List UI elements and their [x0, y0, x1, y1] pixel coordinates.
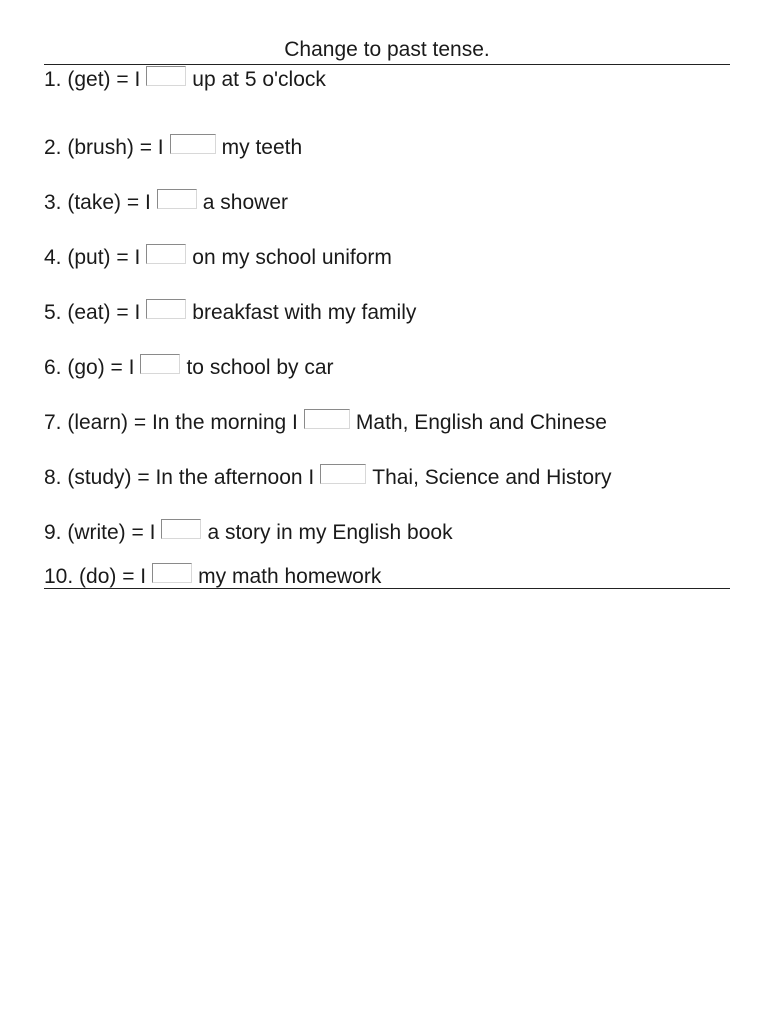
question-continuation: breakfast with my family [192, 300, 417, 324]
answer-input-10[interactable] [152, 563, 192, 583]
answer-input-4[interactable] [146, 244, 186, 264]
question-prompt: 6. (go) = I [44, 355, 135, 379]
question-continuation: to school by car [186, 355, 334, 379]
question-1 [44, 65, 730, 95]
answer-input-9[interactable] [161, 519, 201, 539]
question-prompt: 3. (take) = I [44, 190, 151, 214]
answer-input-5[interactable] [146, 299, 186, 319]
question-7 [44, 395, 730, 450]
worksheet-title: Change to past tense. [284, 38, 490, 61]
question-continuation: Math, English and Chinese [355, 410, 607, 434]
answer-input-1[interactable] [146, 66, 186, 86]
question-prompt: 5. (eat) = I [44, 300, 141, 324]
answer-input-3[interactable] [157, 189, 197, 209]
answer-input-6[interactable] [140, 354, 180, 374]
question-prompt: 10. (do) = I [44, 565, 147, 588]
question-continuation: on my school uniform [192, 245, 392, 269]
question-prompt: 2. (brush) = I [44, 135, 164, 159]
question-prompt: 8. (study) = In the afternoon I [44, 465, 315, 489]
question-prompt: 1. (get) = I [44, 68, 141, 91]
question-2 [44, 120, 730, 175]
question-prompt: 9. (write) = I [44, 520, 156, 544]
question-continuation: a story in my English book [207, 520, 453, 544]
question-continuation: my math homework [198, 565, 382, 588]
question-continuation: up at 5 o'clock [192, 68, 326, 91]
question-4 [44, 230, 730, 285]
worksheet [44, 36, 730, 589]
question-8 [44, 450, 730, 505]
answer-input-8[interactable] [320, 464, 366, 484]
answer-input-7[interactable] [304, 409, 350, 429]
question-9 [44, 505, 730, 560]
question-10 [44, 566, 730, 588]
answer-input-2[interactable] [170, 134, 216, 154]
question-6 [44, 340, 730, 395]
question-5 [44, 285, 730, 340]
question-continuation: my teeth [221, 135, 303, 159]
question-prompt: 7. (learn) = In the morning I [44, 410, 298, 434]
bottom-divider [44, 588, 730, 589]
question-list [44, 65, 730, 588]
question-continuation: Thai, Science and History [372, 465, 612, 489]
question-3 [44, 175, 730, 230]
question-prompt: 4. (put) = I [44, 245, 141, 269]
question-continuation: a shower [202, 190, 289, 214]
